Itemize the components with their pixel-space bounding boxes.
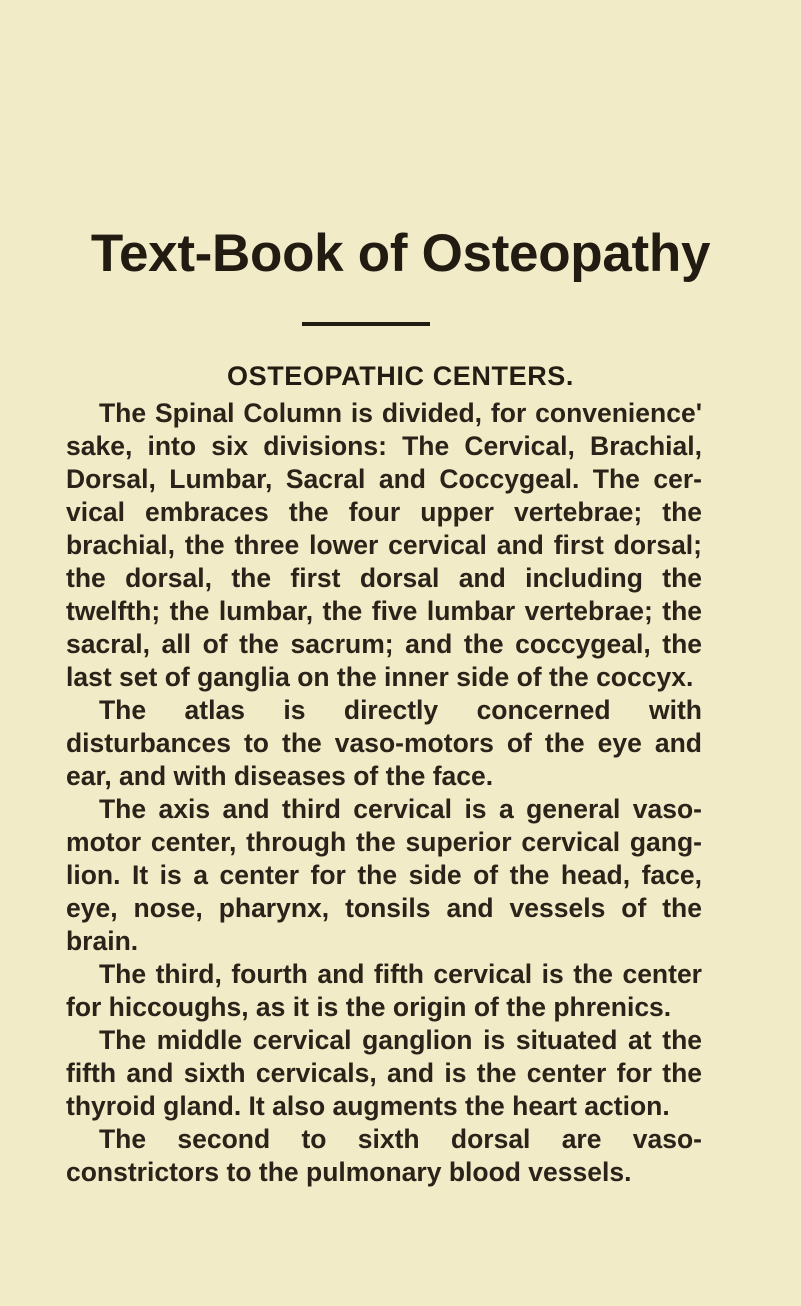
title-divider-rule [302, 322, 430, 326]
paragraph-hiccoughs: The third, fourth and fifth cervical is the center for hiccoughs, as it is the origin of the phrenics. [66, 959, 702, 1022]
paragraph-middle-cervical-ganglion: The middle cervical ganglion is situated at the fifth and sixth cervicals, and is the center for the thyroid gland. It also augments the heart action. [66, 1025, 702, 1121]
paragraph-atlas: The atlas is directly concerned with disturbances to the vaso-motors of the eye and ear, and with diseases of the face. [66, 695, 702, 791]
paragraph-axis: The axis and third cervical is a general vaso-motor center, through the superior cervical ganglion. It is a center for the side of the head, face, eye, nose, pharynx, tonsils and vessels of the brain. [66, 794, 702, 956]
section-heading: OSTEOPATHIC CENTERS. [226, 361, 575, 391]
paragraph-vaso-constrictors: The second to sixth dorsal are vaso-constrictors to the pulmonary blood vessels. [66, 1124, 702, 1187]
body-text [66, 397, 702, 1189]
book-title: Text-Book of Osteopathy [90, 224, 711, 283]
paragraph-spinal-divisions: The Spinal Column is divided, for convenience' sake, into six divisions: The Cervical, Brachial, Dorsal, Lumbar, Sacral and Coccygeal. The cervical embraces the four upper vertebrae; the brachial, the three lower cervical and first dorsal; the dorsal, the first dorsal and including the twelfth; the lumbar, the five lumbar vertebrae; the sacral, all of the sacrum; and the coccygeal, the last set of ganglia on the inner side of the coccyx. [66, 398, 702, 692]
